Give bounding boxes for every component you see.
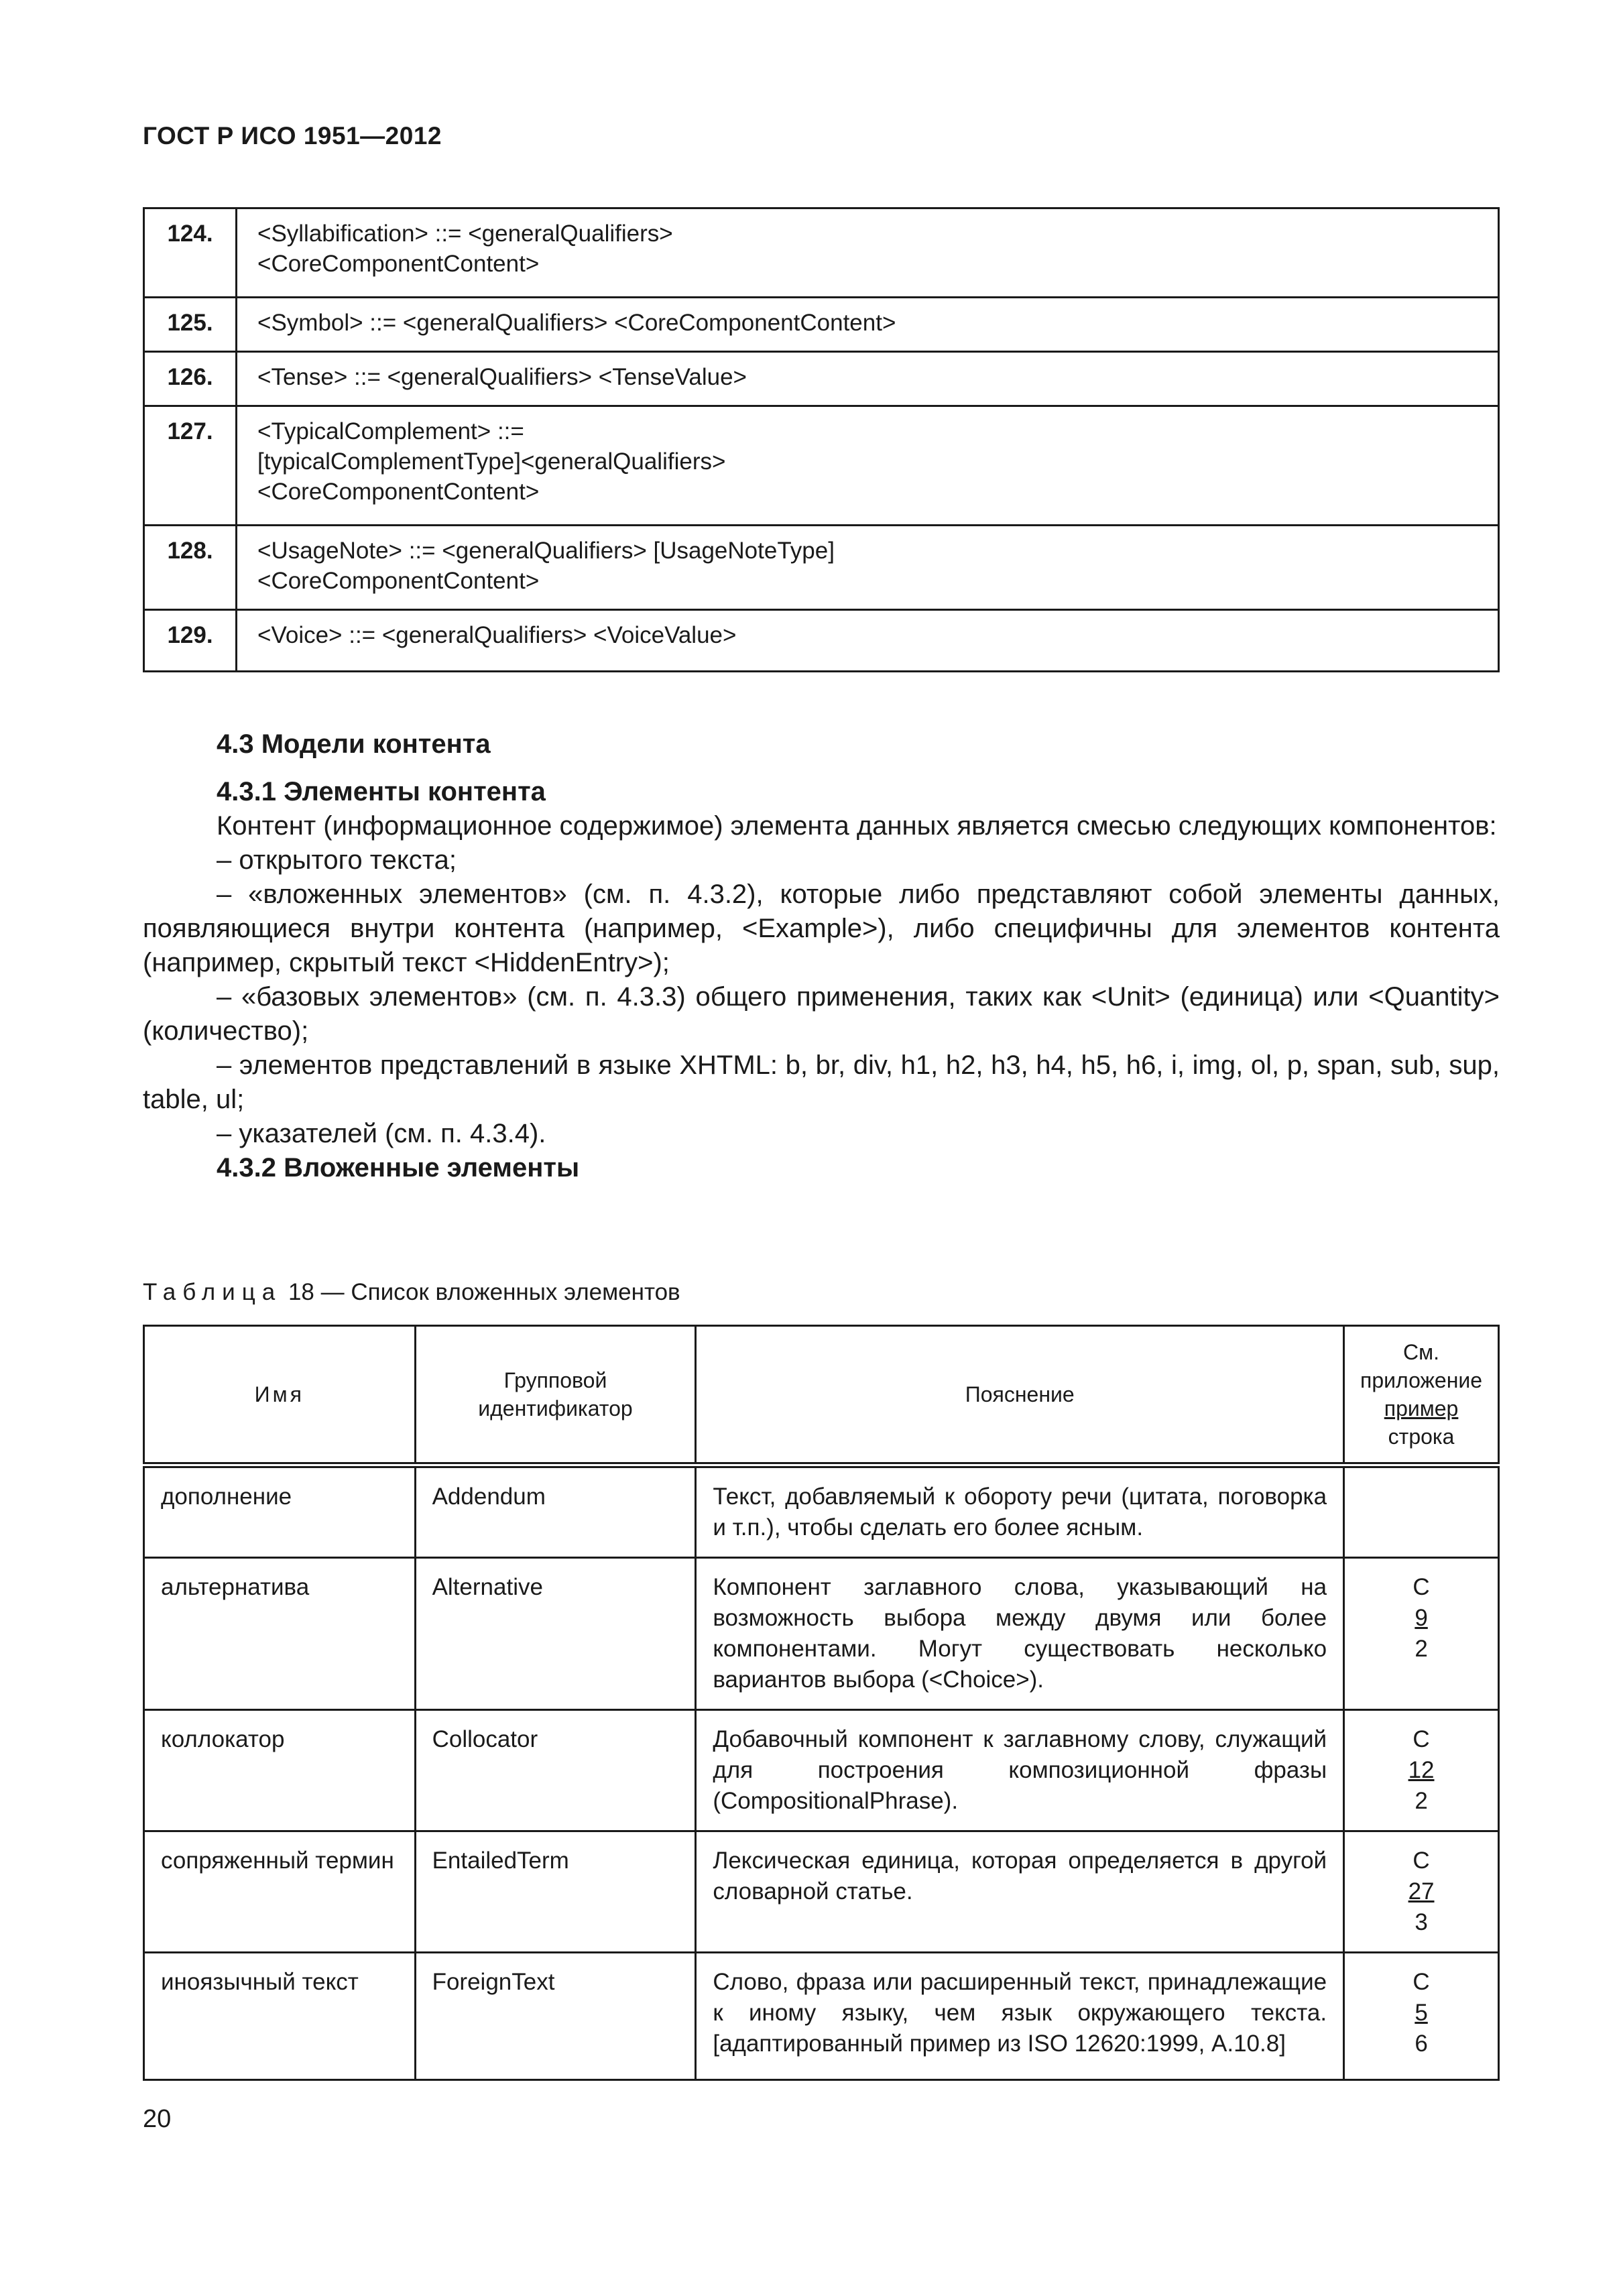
rule-number: 127. — [144, 406, 237, 526]
element-group: Collocator — [415, 1710, 696, 1831]
element-name: коллокатор — [144, 1710, 416, 1831]
header-label: Групповой — [503, 1368, 607, 1392]
rule-line: <CoreComponentContent> — [257, 251, 540, 277]
table-caption — [143, 1279, 680, 1306]
rule-line: <Syllabification> ::= <generalQualifiers> — [257, 221, 673, 247]
rule-text — [237, 610, 1499, 672]
rule-line: <Symbol> ::= <generalQualifiers> <CoreComponentContent> — [257, 310, 896, 336]
header-label: строка — [1388, 1425, 1455, 1449]
table-row — [144, 298, 1499, 352]
rule-number: 128. — [144, 526, 237, 610]
subsection-heading: 4.3.1 Элементы контента — [217, 777, 546, 806]
element-group: Alternative — [415, 1558, 696, 1710]
ref-annex: С — [1412, 1574, 1430, 1600]
subsection-heading: 4.3.2 Вложенные элементы — [217, 1153, 580, 1183]
document-header: ГОСТ Р ИСО 1951—2012 — [143, 122, 442, 149]
ref-example-link[interactable]: 9 — [1415, 1605, 1428, 1631]
caption-text: 18 — Список вложенных элементов — [288, 1279, 680, 1305]
rule-number: 125. — [144, 298, 237, 352]
ref-annex: С — [1412, 1969, 1430, 1995]
list-item: – «вложенных элементов» (см. п. 4.3.2), которые либо представляют собой элементы данных, появляющиеся внутри контента (например, <Example>), либо специфичны для элементов контента (например, скрытый текст <HiddenEntry>); — [143, 880, 1500, 977]
element-name: дополнение — [144, 1465, 416, 1558]
intro-paragraph: Контент (информационное содержимое) элемента данных является смесью следующих компонентов: — [217, 811, 1497, 841]
rule-line: <CoreComponentContent> — [257, 479, 540, 505]
element-ref — [1344, 1465, 1499, 1558]
list-item: – «базовых элементов» (см. п. 4.3.3) общего применения, таких как <Unit> (единица) или <Quantity> (количество); — [143, 982, 1500, 1046]
rule-line: <TypicalComplement> ::= — [257, 418, 524, 444]
table-row — [144, 526, 1499, 610]
caption-prefix: Таблица — [143, 1279, 282, 1305]
element-ref — [1344, 1558, 1499, 1710]
ref-line: 2 — [1415, 1636, 1428, 1662]
rule-line: [typicalComplementType]<generalQualifiers> — [257, 448, 726, 475]
list-item: – указателей (см. п. 4.3.4). — [217, 1119, 546, 1148]
table-row — [144, 1465, 1499, 1558]
rule-text — [237, 208, 1499, 298]
ref-example-link[interactable]: 27 — [1408, 1878, 1435, 1905]
rule-number: 124. — [144, 208, 237, 298]
element-ref — [1344, 1953, 1499, 2080]
rule-text — [237, 298, 1499, 352]
table-row — [144, 1953, 1499, 2080]
content-models-section — [143, 727, 1500, 1185]
rule-line: <Voice> ::= <generalQualifiers> <VoiceValue> — [257, 622, 737, 648]
rule-text — [237, 352, 1499, 406]
ref-line: 3 — [1415, 1909, 1428, 1935]
header-group — [415, 1326, 696, 1465]
table-row — [144, 352, 1499, 406]
rule-number: 129. — [144, 610, 237, 672]
header-label: пример — [1384, 1396, 1459, 1421]
ref-example-link[interactable]: 5 — [1415, 2000, 1428, 2026]
header-name — [144, 1326, 416, 1465]
ref-annex: С — [1412, 1848, 1430, 1874]
header-label: приложение — [1360, 1368, 1483, 1392]
header-explanation: Пояснение — [696, 1326, 1344, 1465]
header-label: идентификатор — [478, 1396, 633, 1421]
table-row — [144, 1558, 1499, 1710]
table-row — [144, 208, 1499, 298]
element-explanation: Лексическая единица, которая определяется в другой словарной статье. — [696, 1831, 1344, 1953]
table-header-row — [144, 1326, 1499, 1465]
header-label: Имя — [254, 1382, 304, 1406]
element-ref — [1344, 1710, 1499, 1831]
list-item: – открытого текста; — [217, 845, 457, 875]
section-heading: 4.3 Модели контента — [217, 729, 491, 759]
element-group: EntailedTerm — [415, 1831, 696, 1953]
header-ref — [1344, 1326, 1499, 1465]
element-explanation: Слово, фраза или расширенный текст, принадлежащие к иному языку, чем язык окружающего текста. [адаптированный пример из ISO 12620:1999, А.10.8] — [696, 1953, 1344, 2080]
grammar-rules-table — [143, 207, 1500, 672]
header-label: См. — [1403, 1340, 1440, 1364]
page-number: 20 — [143, 2105, 172, 2133]
rule-number: 126. — [144, 352, 237, 406]
rule-line: <CoreComponentContent> — [257, 568, 540, 594]
table-row — [144, 1831, 1499, 1953]
element-explanation: Компонент заглавного слова, указывающий на возможность выбора между двумя или более компонентами. Могут существовать несколько вариантов выбора (<Choice>). — [696, 1558, 1344, 1710]
element-name: иноязычный текст — [144, 1953, 416, 2080]
element-ref — [1344, 1831, 1499, 1953]
ref-example-link[interactable]: 12 — [1408, 1757, 1435, 1783]
ref-line: 6 — [1415, 2031, 1428, 2057]
list-item: – элементов представлений в языке XHTML: b, br, div, h1, h2, h3, h4, h5, h6, i, img, ol, p, span, sub, sup, table, ul; — [143, 1050, 1500, 1114]
element-explanation: Добавочный компонент к заглавному слову, служащий для построения композиционной фразы (CompositionalPhrase). — [696, 1710, 1344, 1831]
element-explanation: Текст, добавляемый к обороту речи (цитата, поговорка и т.п.), чтобы сделать его более ясным. — [696, 1465, 1344, 1558]
element-name: сопряженный термин — [144, 1831, 416, 1953]
table-row — [144, 406, 1499, 526]
element-group: Addendum — [415, 1465, 696, 1558]
table-row — [144, 610, 1499, 672]
rule-line: <Tense> ::= <generalQualifiers> <TenseValue> — [257, 364, 747, 390]
element-name: альтернатива — [144, 1558, 416, 1710]
rule-text — [237, 526, 1499, 610]
rule-text — [237, 406, 1499, 526]
table-row — [144, 1710, 1499, 1831]
nested-elements-table — [143, 1325, 1500, 2081]
element-group: ForeignText — [415, 1953, 696, 2080]
ref-line: 2 — [1415, 1788, 1428, 1814]
rule-line: <UsageNote> ::= <generalQualifiers> [UsageNoteType] — [257, 538, 835, 564]
ref-annex: С — [1412, 1726, 1430, 1752]
